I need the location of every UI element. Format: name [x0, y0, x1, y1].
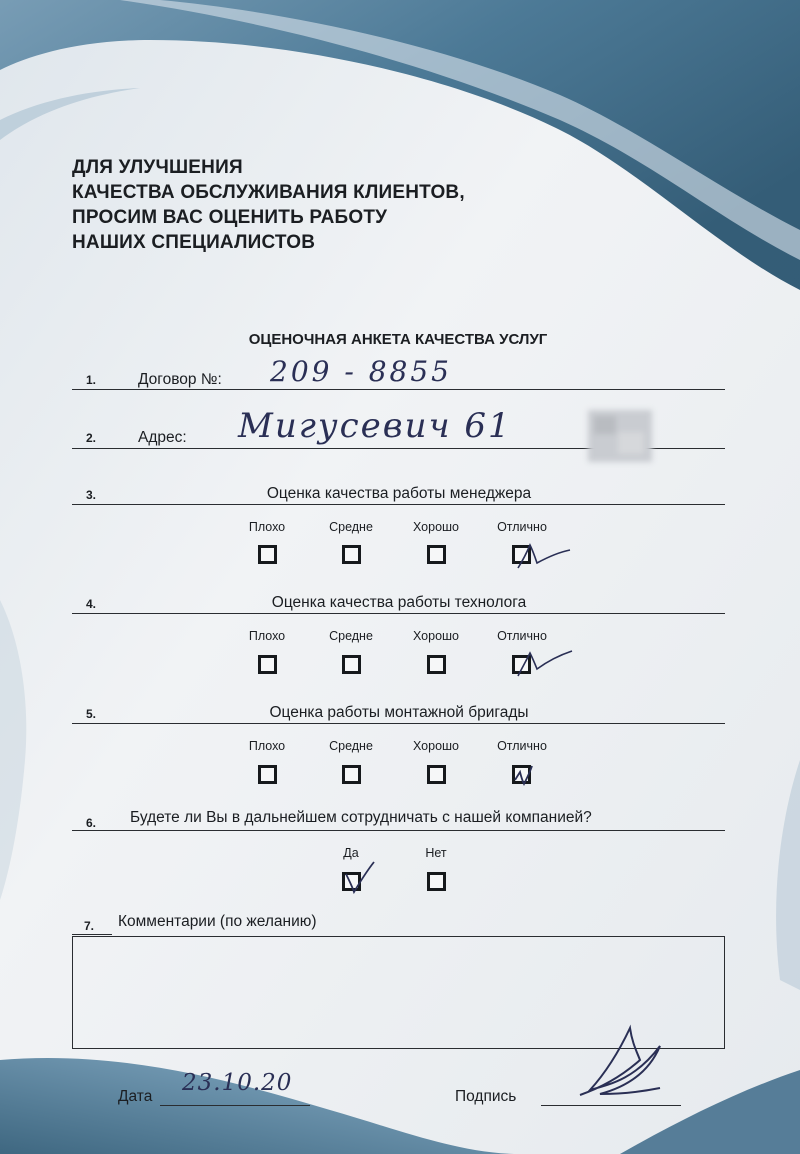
q6-number: 6. — [86, 816, 97, 830]
q6-yes-label: Да — [343, 846, 359, 860]
q4-number: 4. — [86, 597, 97, 611]
form-title — [0, 331, 800, 348]
q5-option-label: Отлично — [497, 739, 547, 753]
q6-checkbox-no[interactable] — [427, 872, 446, 891]
q7-underline — [72, 934, 112, 935]
q1-underline — [72, 389, 725, 390]
intro-line: ПРОСИМ ВАС ОЦЕНИТЬ РАБОТУ — [72, 207, 388, 228]
q3-checkbox-good[interactable] — [427, 545, 446, 564]
q3-option-label: Хорошо — [412, 520, 460, 534]
q6-label: Будете ли Вы в дальнейшем сотрудничать с нашей компанией? — [130, 809, 592, 826]
q4-checkbox-poor[interactable] — [258, 655, 277, 674]
q4-option-label: Хорошо — [412, 629, 460, 643]
comments-box[interactable] — [72, 936, 725, 1049]
q3-checkbox-poor[interactable] — [258, 545, 277, 564]
q1-number: 1. — [86, 373, 97, 387]
q7-number: 7. — [84, 919, 95, 933]
q3-number: 3. — [86, 488, 97, 502]
q4-checkbox-good[interactable] — [427, 655, 446, 674]
q5-checkbox-excellent[interactable] — [512, 765, 531, 784]
q3-option-label: Отлично — [497, 520, 547, 534]
q3-option-label: Плохо — [248, 520, 286, 534]
signature-label: Подпись — [455, 1088, 517, 1105]
address-label: Адрес: — [138, 429, 187, 446]
q5-underline — [72, 723, 725, 724]
intro-line: НАШИХ СПЕЦИАЛИСТОВ — [72, 232, 316, 253]
q3-underline — [72, 504, 725, 505]
contract-label: Договор №: — [138, 371, 222, 388]
q3-option-label: Средне — [329, 520, 373, 534]
comments-label: Комментарии (по желанию) — [118, 913, 317, 930]
redacted-area — [588, 410, 652, 462]
q2-number: 2. — [86, 431, 97, 445]
contract-number-field[interactable]: 209 - 8855 — [270, 355, 452, 388]
q3-checkbox-average[interactable] — [342, 545, 361, 564]
q6-checkbox-yes[interactable] — [342, 872, 361, 891]
q3-label: Оценка качества работы менеджера — [266, 485, 532, 502]
q5-option-label: Средне — [329, 739, 373, 753]
q5-checkbox-good[interactable] — [427, 765, 446, 784]
signature-underline — [541, 1105, 681, 1106]
q5-number: 5. — [86, 707, 97, 721]
date-label: Дата — [118, 1088, 153, 1105]
q6-underline — [72, 830, 725, 831]
q5-checkbox-average[interactable] — [342, 765, 361, 784]
q6-no-label: Нет — [425, 846, 447, 860]
q4-label: Оценка качества работы технолога — [271, 594, 527, 611]
q5-option-label: Хорошо — [412, 739, 460, 753]
q4-option-label: Отлично — [497, 629, 547, 643]
q4-underline — [72, 613, 725, 614]
date-field[interactable]: 23.10.20 — [182, 1070, 293, 1096]
address-field[interactable]: Мигусевич 61 — [238, 406, 512, 446]
intro-heading — [72, 155, 465, 255]
form-title-text: ОЦЕНОЧНАЯ АНКЕТА КАЧЕСТВА УСЛУГ — [248, 331, 548, 348]
intro-line: КАЧЕСТВА ОБСЛУЖИВАНИЯ КЛИЕНТОВ, — [72, 182, 465, 203]
q5-checkbox-poor[interactable] — [258, 765, 277, 784]
q4-checkbox-excellent[interactable] — [512, 655, 531, 674]
q5-label: Оценка работы монтажной бригады — [269, 704, 529, 721]
q5-option-label: Плохо — [248, 739, 286, 753]
q3-checkbox-excellent[interactable] — [512, 545, 531, 564]
q4-option-label: Средне — [329, 629, 373, 643]
q4-checkbox-average[interactable] — [342, 655, 361, 674]
q4-option-label: Плохо — [248, 629, 286, 643]
date-underline — [160, 1105, 310, 1106]
intro-line: ДЛЯ УЛУЧШЕНИЯ — [72, 157, 243, 178]
